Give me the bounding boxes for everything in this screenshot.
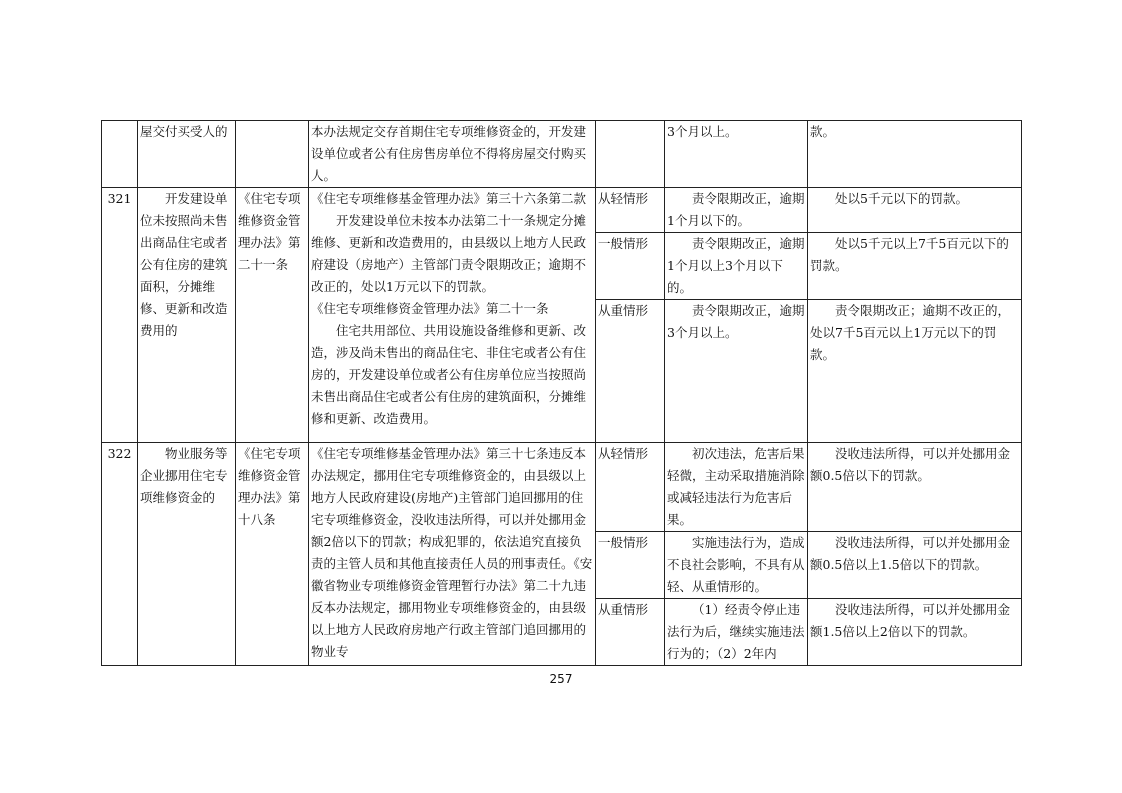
- provision-paragraph: 开发建设单位未按本办法第二十一条规定分摊维修、更新和改造费用的，由县级以上地方人民政府建设（房地产）主管部门责令限期改正；逾期不改正的，处以1万元以下的罚款。: [311, 213, 587, 294]
- circumstance-cell: 责令限期改正，逾期1个月以下的。: [665, 188, 808, 233]
- penalty-standard-cell: 款。: [808, 121, 1022, 188]
- provision-cell: 《住宅专项维修基金管理办法》第三十七条违反本办法规定，挪用住宅专项维修资金的，由县级以上地方人民政府建设(房地产)主管部门追回挪用的住宅专项维修资金，没收违法所得，可以并处挪用金额2倍以下的罚款；构成犯罪的，依法追究直接负责的主管人员和其他直接责任人员的刑事责任。《安徽省物业专项维修资金管理暂行办法》第二十九违反本办法规定，挪用物业专项维修资金的，由县级以上地方人民政府房地产行政主管部门追回挪用的物业专: [309, 443, 596, 666]
- table-row-continuation: [102, 121, 1022, 188]
- provision-cell: [309, 188, 596, 443]
- situation-cell: 从重情形: [596, 599, 665, 666]
- legal-basis-cell: [236, 121, 309, 188]
- situation-cell: [596, 121, 665, 188]
- penalty-standard-cell: 责令限期改正；逾期不改正的，处以7千5百元以上1万元以下的罚款。: [808, 300, 1022, 443]
- situation-cell: 从轻情形: [596, 188, 665, 233]
- row-number-cell: [102, 121, 138, 188]
- violation-subject-cell: 物业服务等企业挪用住宅专项维修资金的: [138, 443, 236, 666]
- penalty-table: [101, 120, 1022, 666]
- violation-subject-cell: 开发建设单位未按照尚未售出商品住宅或者公有住房的建筑面积，分摊维修、更新和改造费用的: [138, 188, 236, 443]
- penalty-standard-cell: 没收违法所得，可以并处挪用金额0.5倍以下的罚款。: [808, 443, 1022, 532]
- provision-paragraph: 住宅共用部位、共用设施设备维修和更新、改造，涉及尚未售出的商品住宅、非住宅或者公有住房的，开发建设单位或者公有住房单位应当按照尚未售出商品住宅或者公有住房的建筑面积，分摊维修和更新、改造费用。: [311, 323, 587, 426]
- penalty-standard-cell: 处以5千元以上7千5百元以下的罚款。: [808, 233, 1022, 300]
- violation-subject-cell: 屋交付买受人的: [138, 121, 236, 188]
- penalty-standard-cell: 处以5千元以下的罚款。: [808, 188, 1022, 233]
- circumstance-cell: 初次违法，危害后果轻微，主动采取措施消除或减轻违法行为危害后果。: [665, 443, 808, 532]
- provision-heading: 《住宅专项维修基金管理办法》第三十六条第二款: [311, 191, 587, 206]
- row-number-cell: 321: [102, 188, 138, 443]
- situation-cell: 一般情形: [596, 233, 665, 300]
- penalty-standard-cell: 没收违法所得，可以并处挪用金额1.5倍以上2倍以下的罚款。: [808, 599, 1022, 666]
- table-row-321: [102, 188, 1022, 233]
- penalty-standard-cell: 没收违法所得，可以并处挪用金额0.5倍以上1.5倍以下的罚款。: [808, 532, 1022, 599]
- page-number: 257: [549, 672, 573, 686]
- circumstance-cell: 责令限期改正，逾期3个月以上。: [665, 300, 808, 443]
- legal-basis-cell: 《住宅专项维修资金管理办法》第二十一条: [236, 188, 309, 443]
- situation-cell: 从轻情形: [596, 443, 665, 532]
- circumstance-cell: 实施违法行为，造成不良社会影响，不具有从轻、从重情形的。: [665, 532, 808, 599]
- row-number-cell: 322: [102, 443, 138, 666]
- legal-basis-cell: 《住宅专项维修资金管理办法》第十八条: [236, 443, 309, 666]
- provision-heading: 《住宅专项维修资金管理办法》第二十一条: [311, 301, 549, 316]
- circumstance-cell: 责令限期改正，逾期1个月以上3个月以下的。: [665, 233, 808, 300]
- situation-cell: 一般情形: [596, 532, 665, 599]
- provision-cell: 本办法规定交存首期住宅专项维修资金的，开发建设单位或者公有住房售房单位不得将房屋交付购买人。: [309, 121, 596, 188]
- circumstance-cell: （1）经责令停止违法行为后，继续实施违法行为的；（2）2年内: [665, 599, 808, 666]
- table-row-322: [102, 443, 1022, 532]
- circumstance-cell: 3个月以上。: [665, 121, 808, 188]
- situation-cell: 从重情形: [596, 300, 665, 443]
